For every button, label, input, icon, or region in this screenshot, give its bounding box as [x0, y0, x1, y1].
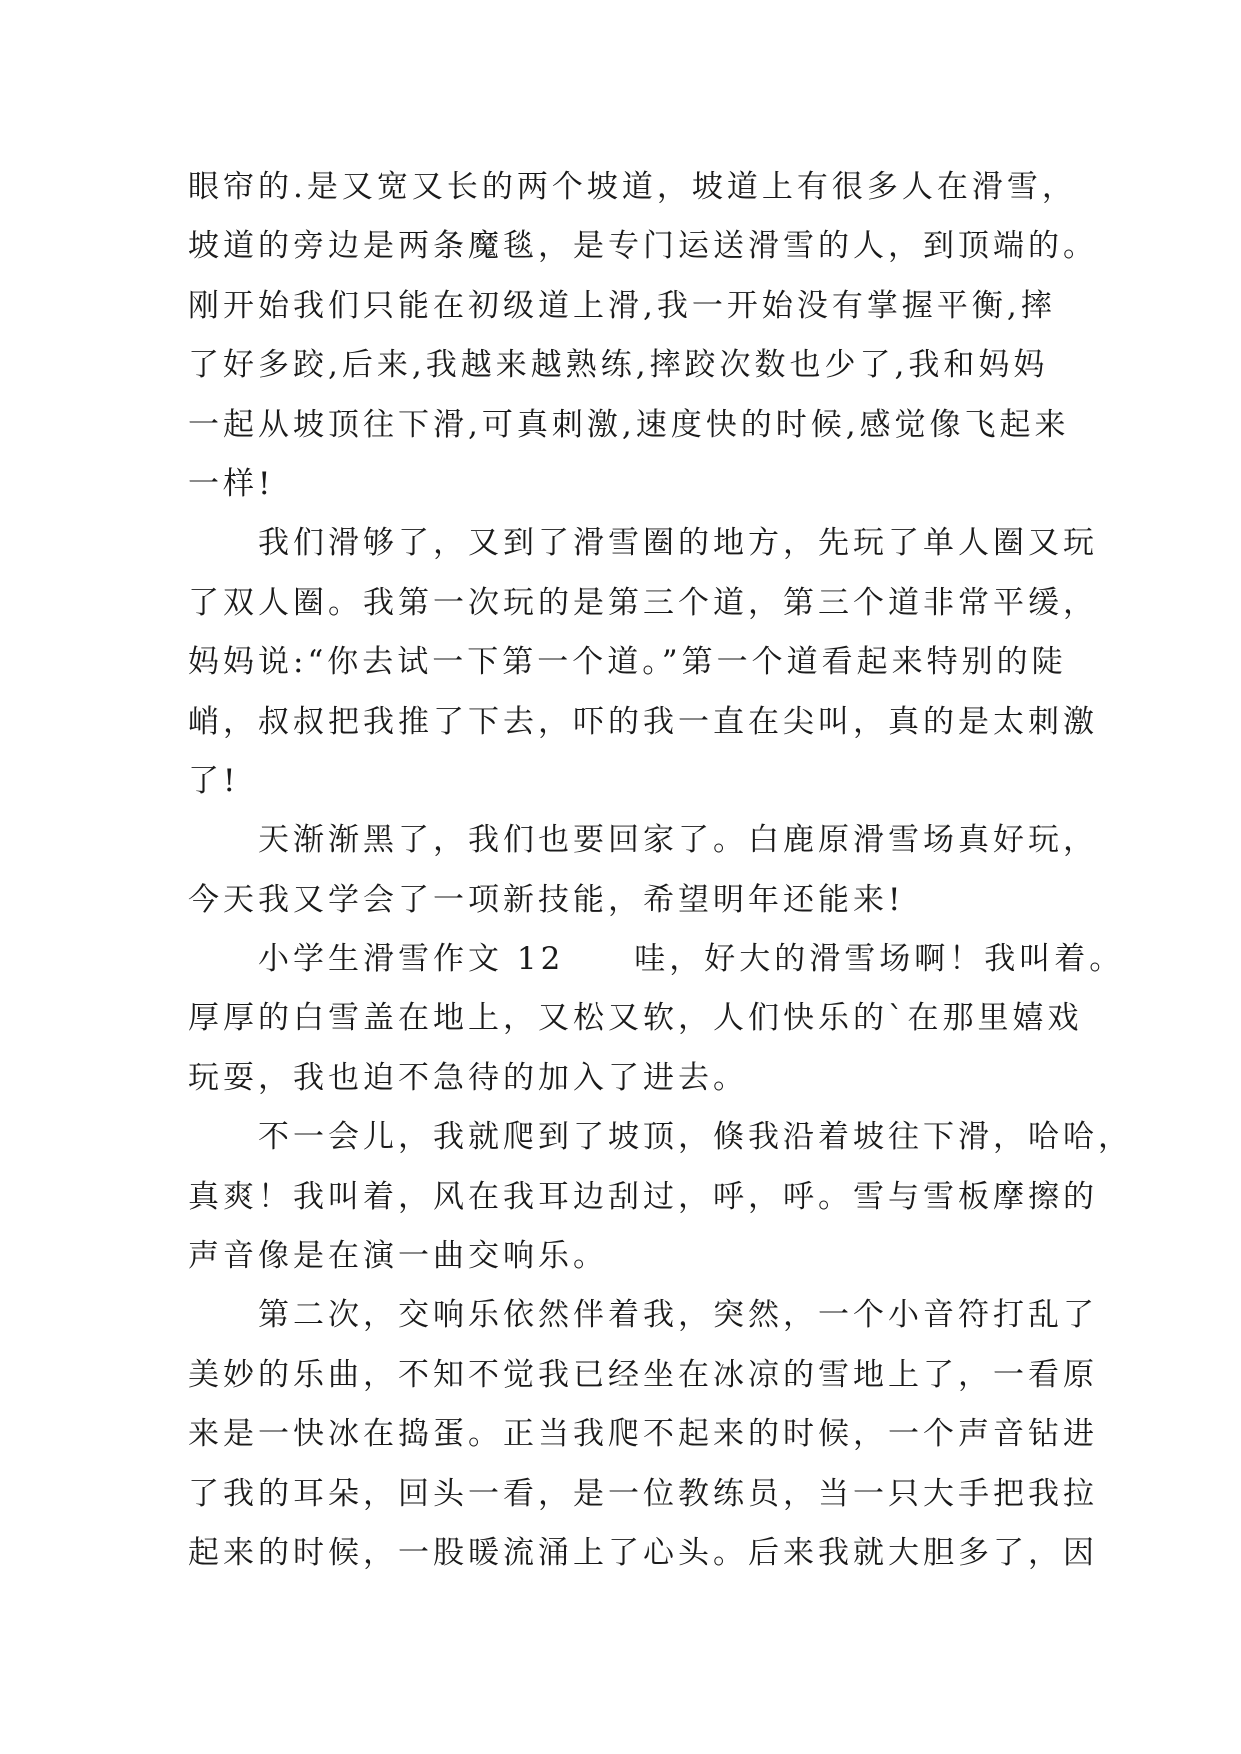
text-line: 了!: [188, 762, 240, 799]
text-line: 我们滑够了，又到了滑雪圈的地方，先玩了单人圈又玩: [188, 525, 1098, 562]
text-line: 天渐渐黑了，我们也要回家了。白鹿原滑雪场真好玩，: [188, 822, 1098, 859]
text-line: 妈妈说:“你去试一下第一个道。”第一个道看起来特别的陡: [188, 644, 1067, 681]
text-line: 眼帘的.是又宽又长的两个坡道，坡道上有很多人在滑雪，: [188, 169, 1077, 205]
text-line: 厚厚的白雪盖在地上，又松又软，人们快乐的`在那里嬉戏: [188, 1000, 1083, 1037]
text-line: 了我的耳朵，回头一看，是一位教练员，当一只大手把我拉: [188, 1475, 1098, 1512]
text-line: 声音像是在演一曲交响乐。: [188, 1238, 608, 1275]
text-line: 了好多跤,后来,我越来越熟练,摔跤次数也少了,我和妈妈: [188, 347, 1049, 384]
text-line: 第二次，交响乐依然伴着我，突然，一个小音符打乱了: [188, 1297, 1098, 1334]
text-line: 玩耍，我也迫不急待的加入了进去。: [188, 1059, 748, 1096]
text-line: 美妙的乐曲，不知不觉我已经坐在冰凉的雪地上了，一看原: [188, 1356, 1098, 1393]
text-line: 真爽！我叫着，风在我耳边刮过，呼，呼。雪与雪板摩擦的: [188, 1178, 1098, 1215]
text-line: 今天我又学会了一项新技能，希望明年还能来!: [188, 881, 905, 918]
text-line: 坡道的旁边是两条魔毯，是专门运送滑雪的人，到顶端的。: [188, 228, 1098, 265]
text-line: 不一会儿，我就爬到了坡顶，倏我沿着坡往下滑，哈哈，: [188, 1119, 1133, 1156]
text-line: 小学生滑雪作文 12 哇，好大的滑雪场啊！我叫着。: [188, 941, 1125, 978]
text-line: 峭，叔叔把我推了下去，吓的我一直在尖叫，真的是太刺激: [188, 703, 1098, 740]
body-text: [188, 158, 1133, 1583]
text-line: 来是一快冰在捣蛋。正当我爬不起来的时候，一个声音钻进: [188, 1416, 1098, 1453]
text-line: 了双人圈。我第一次玩的是第三个道，第三个道非常平缓，: [188, 584, 1098, 621]
text-line: 一起从坡顶往下滑,可真刺激,速度快的时候,感觉像飞起来: [188, 406, 1070, 443]
text-line: 起来的时候，一股暖流涌上了心头。后来我就大胆多了，因: [188, 1534, 1098, 1571]
text-line: 一样!: [188, 465, 275, 502]
text-line: 刚开始我们只能在初级道上滑,我一开始没有掌握平衡,摔: [188, 287, 1056, 324]
